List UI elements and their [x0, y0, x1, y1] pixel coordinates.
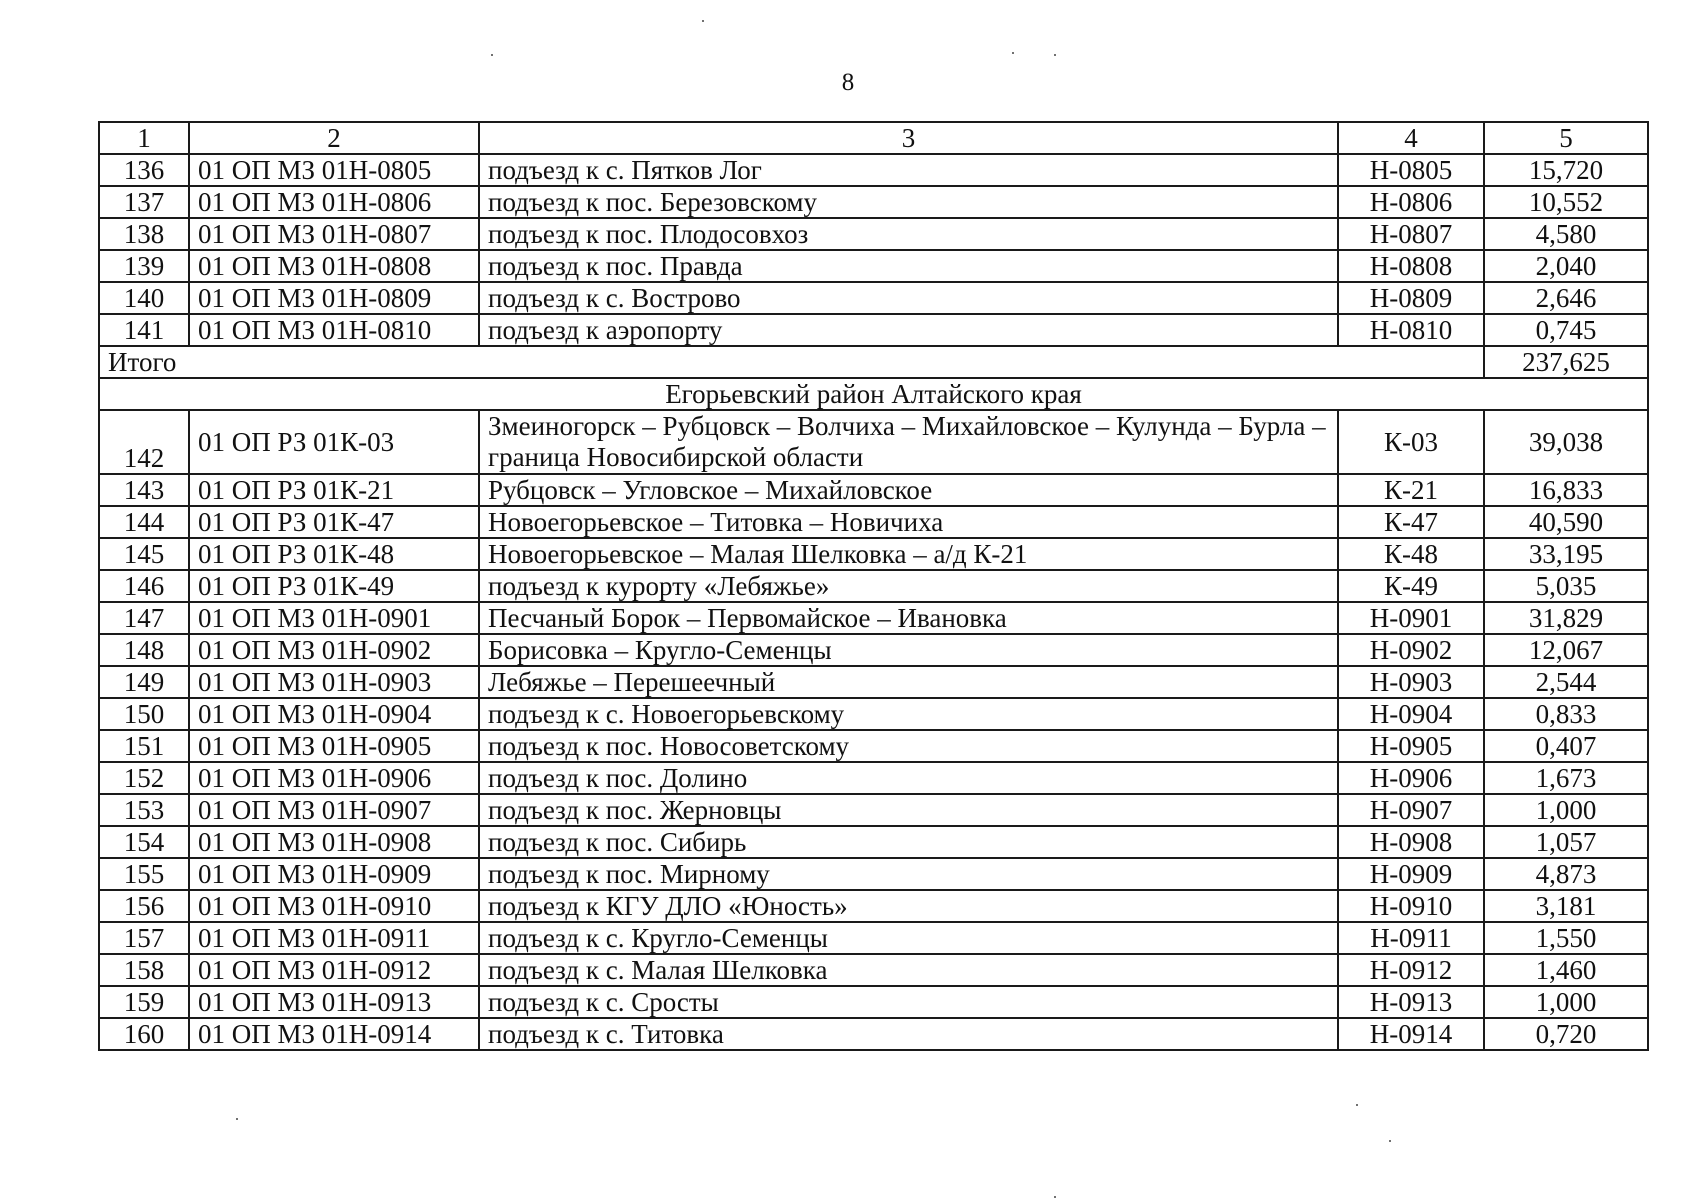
table-row — [99, 858, 1648, 890]
road-code-cell: 01 ОП МЗ 01Н-0906 — [189, 762, 479, 794]
road-code-cell: 01 ОП МЗ 01Н-0910 — [189, 890, 479, 922]
row-number-cell: 152 — [99, 762, 189, 794]
road-length-cell: 40,590 — [1484, 506, 1648, 538]
road-code-cell: 01 ОП РЗ 01К-47 — [189, 506, 479, 538]
road-length-cell: 2,040 — [1484, 250, 1648, 282]
scan-speck — [1356, 1104, 1358, 1106]
road-name-cell: подъезд к пос. Жерновцы — [479, 794, 1338, 826]
road-name-cell: подъезд к с. Сросты — [479, 986, 1338, 1018]
road-index-cell: Н-0807 — [1338, 218, 1484, 250]
road-code-cell: 01 ОП МЗ 01Н-0807 — [189, 218, 479, 250]
total-label: Итого — [99, 346, 1484, 378]
table-row — [99, 666, 1648, 698]
header-cell-2: 2 — [189, 122, 479, 154]
table-row — [99, 506, 1648, 538]
road-name-cell: Новоегорьевское – Титовка – Новичиха — [479, 506, 1338, 538]
scan-speck — [491, 54, 493, 56]
road-index-cell: Н-0805 — [1338, 154, 1484, 186]
road-length-cell: 10,552 — [1484, 186, 1648, 218]
road-name-cell: подъезд к с. Титовка — [479, 1018, 1338, 1050]
road-name-cell: подъезд к с. Новоегорьевскому — [479, 698, 1338, 730]
table-header-row — [99, 122, 1648, 154]
row-number-cell: 144 — [99, 506, 189, 538]
table-row — [99, 154, 1648, 186]
road-index-cell: Н-0809 — [1338, 282, 1484, 314]
row-number-cell: 146 — [99, 570, 189, 602]
road-name-cell: подъезд к с. Вострово — [479, 282, 1338, 314]
road-index-cell: Н-0910 — [1338, 890, 1484, 922]
road-index-cell: Н-0907 — [1338, 794, 1484, 826]
road-code-cell: 01 ОП МЗ 01Н-0901 — [189, 602, 479, 634]
road-name-cell: подъезд к пос. Мирному — [479, 858, 1338, 890]
row-number-cell: 150 — [99, 698, 189, 730]
road-length-cell: 15,720 — [1484, 154, 1648, 186]
road-index-cell: Н-0906 — [1338, 762, 1484, 794]
section-title: Егорьевский район Алтайского края — [99, 378, 1648, 410]
road-code-cell: 01 ОП МЗ 01Н-0809 — [189, 282, 479, 314]
road-name-cell: Рубцовск – Угловское – Михайловское — [479, 474, 1338, 506]
road-name-cell: подъезд к аэропорту — [479, 314, 1338, 346]
road-index-cell: Н-0808 — [1338, 250, 1484, 282]
roads-table — [98, 121, 1649, 1051]
road-index-cell: Н-0908 — [1338, 826, 1484, 858]
table-row — [99, 314, 1648, 346]
road-length-cell: 1,000 — [1484, 986, 1648, 1018]
road-name-cell: подъезд к с. Пятков Лог — [479, 154, 1338, 186]
road-code-cell: 01 ОП МЗ 01Н-0903 — [189, 666, 479, 698]
road-index-cell: Н-0911 — [1338, 922, 1484, 954]
road-length-cell: 3,181 — [1484, 890, 1648, 922]
road-code-cell: 01 ОП МЗ 01Н-0810 — [189, 314, 479, 346]
row-number-cell: 140 — [99, 282, 189, 314]
road-code-cell: 01 ОП МЗ 01Н-0914 — [189, 1018, 479, 1050]
total-value: 237,625 — [1484, 346, 1648, 378]
road-index-cell: К-48 — [1338, 538, 1484, 570]
table-row — [99, 1018, 1648, 1050]
road-length-cell: 1,550 — [1484, 922, 1648, 954]
road-code-cell: 01 ОП МЗ 01Н-0805 — [189, 154, 479, 186]
road-length-cell: 2,544 — [1484, 666, 1648, 698]
road-length-cell: 1,460 — [1484, 954, 1648, 986]
scan-speck — [1054, 1196, 1056, 1198]
road-length-cell: 16,833 — [1484, 474, 1648, 506]
road-length-cell: 5,035 — [1484, 570, 1648, 602]
road-name-cell: Змеиногорск – Рубцовск – Волчиха – Михайловское – Кулунда – Бурла – граница Новосибирской области — [479, 410, 1338, 474]
row-number-cell: 154 — [99, 826, 189, 858]
road-name-cell: подъезд к с. Кругло-Семенцы — [479, 922, 1338, 954]
road-length-cell: 4,580 — [1484, 218, 1648, 250]
road-code-cell: 01 ОП МЗ 01Н-0905 — [189, 730, 479, 762]
road-code-cell: 01 ОП МЗ 01Н-0913 — [189, 986, 479, 1018]
table-row — [99, 762, 1648, 794]
table-row — [99, 890, 1648, 922]
road-name-cell: подъезд к пос. Правда — [479, 250, 1338, 282]
road-length-cell: 0,745 — [1484, 314, 1648, 346]
row-number-cell: 148 — [99, 634, 189, 666]
road-code-cell: 01 ОП МЗ 01Н-0908 — [189, 826, 479, 858]
road-index-cell: Н-0806 — [1338, 186, 1484, 218]
row-number-cell: 151 — [99, 730, 189, 762]
table-row — [99, 602, 1648, 634]
road-name-cell: подъезд к пос. Сибирь — [479, 826, 1338, 858]
table-row — [99, 250, 1648, 282]
road-length-cell: 0,833 — [1484, 698, 1648, 730]
table-row — [99, 698, 1648, 730]
road-length-cell: 31,829 — [1484, 602, 1648, 634]
road-length-cell: 4,873 — [1484, 858, 1648, 890]
table-row — [99, 538, 1648, 570]
road-name-cell: Лебяжье – Перешеечный — [479, 666, 1338, 698]
table-row — [99, 218, 1648, 250]
section-row — [99, 378, 1648, 410]
road-length-cell: 33,195 — [1484, 538, 1648, 570]
table-row — [99, 474, 1648, 506]
table-row — [99, 826, 1648, 858]
road-code-cell: 01 ОП РЗ 01К-49 — [189, 570, 479, 602]
road-index-cell: Н-0914 — [1338, 1018, 1484, 1050]
table-row — [99, 986, 1648, 1018]
road-length-cell: 1,000 — [1484, 794, 1648, 826]
row-number-cell: 158 — [99, 954, 189, 986]
road-name-cell: подъезд к КГУ ДЛО «Юность» — [479, 890, 1338, 922]
road-code-cell: 01 ОП МЗ 01Н-0907 — [189, 794, 479, 826]
road-code-cell: 01 ОП МЗ 01Н-0902 — [189, 634, 479, 666]
road-code-cell: 01 ОП РЗ 01К-48 — [189, 538, 479, 570]
row-number-cell: 153 — [99, 794, 189, 826]
row-number-cell: 143 — [99, 474, 189, 506]
row-number-cell: 136 — [99, 154, 189, 186]
road-index-cell: Н-0913 — [1338, 986, 1484, 1018]
road-code-cell: 01 ОП МЗ 01Н-0806 — [189, 186, 479, 218]
roads-table-body — [99, 122, 1648, 1050]
road-index-cell: Н-0901 — [1338, 602, 1484, 634]
road-code-cell: 01 ОП МЗ 01Н-0909 — [189, 858, 479, 890]
row-number-cell: 149 — [99, 666, 189, 698]
road-length-cell: 1,673 — [1484, 762, 1648, 794]
road-index-cell: К-21 — [1338, 474, 1484, 506]
road-index-cell: Н-0912 — [1338, 954, 1484, 986]
road-index-cell: Н-0902 — [1338, 634, 1484, 666]
scan-speck — [1054, 54, 1056, 56]
road-length-cell: 12,067 — [1484, 634, 1648, 666]
road-index-cell: Н-0810 — [1338, 314, 1484, 346]
header-cell-3: 3 — [479, 122, 1338, 154]
road-name-cell: Борисовка – Кругло-Семенцы — [479, 634, 1338, 666]
road-name-cell: Новоегорьевское – Малая Шелковка – а/д К-21 — [479, 538, 1338, 570]
road-length-cell: 1,057 — [1484, 826, 1648, 858]
road-index-cell: Н-0903 — [1338, 666, 1484, 698]
road-name-cell: подъезд к пос. Березовскому — [479, 186, 1338, 218]
row-number-cell: 157 — [99, 922, 189, 954]
road-length-cell: 0,407 — [1484, 730, 1648, 762]
header-cell-4: 4 — [1338, 122, 1484, 154]
table-row — [99, 794, 1648, 826]
row-number-cell: 145 — [99, 538, 189, 570]
scan-speck — [1389, 1140, 1391, 1142]
road-index-cell: Н-0909 — [1338, 858, 1484, 890]
row-number-cell: 147 — [99, 602, 189, 634]
row-number-cell: 159 — [99, 986, 189, 1018]
road-code-cell: 01 ОП МЗ 01Н-0904 — [189, 698, 479, 730]
table-row — [99, 954, 1648, 986]
header-cell-1: 1 — [99, 122, 189, 154]
road-index-cell: Н-0904 — [1338, 698, 1484, 730]
scan-speck — [236, 1118, 238, 1120]
road-code-cell: 01 ОП МЗ 01Н-0911 — [189, 922, 479, 954]
road-code-cell: 01 ОП МЗ 01Н-0912 — [189, 954, 479, 986]
row-number-cell: 155 — [99, 858, 189, 890]
road-index-cell: К-03 — [1338, 410, 1484, 474]
road-length-cell: 2,646 — [1484, 282, 1648, 314]
total-row — [99, 346, 1648, 378]
road-name-cell: подъезд к с. Малая Шелковка — [479, 954, 1338, 986]
row-number-cell: 142 — [99, 410, 189, 474]
road-index-cell: К-47 — [1338, 506, 1484, 538]
table-row — [99, 922, 1648, 954]
table-row — [99, 186, 1648, 218]
row-number-cell: 139 — [99, 250, 189, 282]
row-number-cell: 156 — [99, 890, 189, 922]
table-row — [99, 634, 1648, 666]
scan-speck — [702, 20, 704, 22]
scan-speck — [1012, 52, 1014, 54]
table-row — [99, 282, 1648, 314]
road-code-cell: 01 ОП РЗ 01К-21 — [189, 474, 479, 506]
row-number-cell: 138 — [99, 218, 189, 250]
row-number-cell: 137 — [99, 186, 189, 218]
road-name-cell: подъезд к курорту «Лебяжье» — [479, 570, 1338, 602]
header-cell-5: 5 — [1484, 122, 1648, 154]
road-index-cell: Н-0905 — [1338, 730, 1484, 762]
road-name-cell: подъезд к пос. Долино — [479, 762, 1338, 794]
road-index-cell: К-49 — [1338, 570, 1484, 602]
road-name-cell: подъезд к пос. Новосоветскому — [479, 730, 1338, 762]
road-code-cell: 01 ОП РЗ 01К-03 — [189, 410, 479, 474]
row-number-cell: 141 — [99, 314, 189, 346]
table-row — [99, 730, 1648, 762]
road-length-cell: 39,038 — [1484, 410, 1648, 474]
road-length-cell: 0,720 — [1484, 1018, 1648, 1050]
table-row — [99, 570, 1648, 602]
table-row — [99, 410, 1648, 474]
road-name-cell: подъезд к пос. Плодосовхоз — [479, 218, 1338, 250]
page-number: 8 — [841, 69, 855, 96]
road-name-cell: Песчаный Борок – Первомайское – Ивановка — [479, 602, 1338, 634]
row-number-cell: 160 — [99, 1018, 189, 1050]
road-code-cell: 01 ОП МЗ 01Н-0808 — [189, 250, 479, 282]
